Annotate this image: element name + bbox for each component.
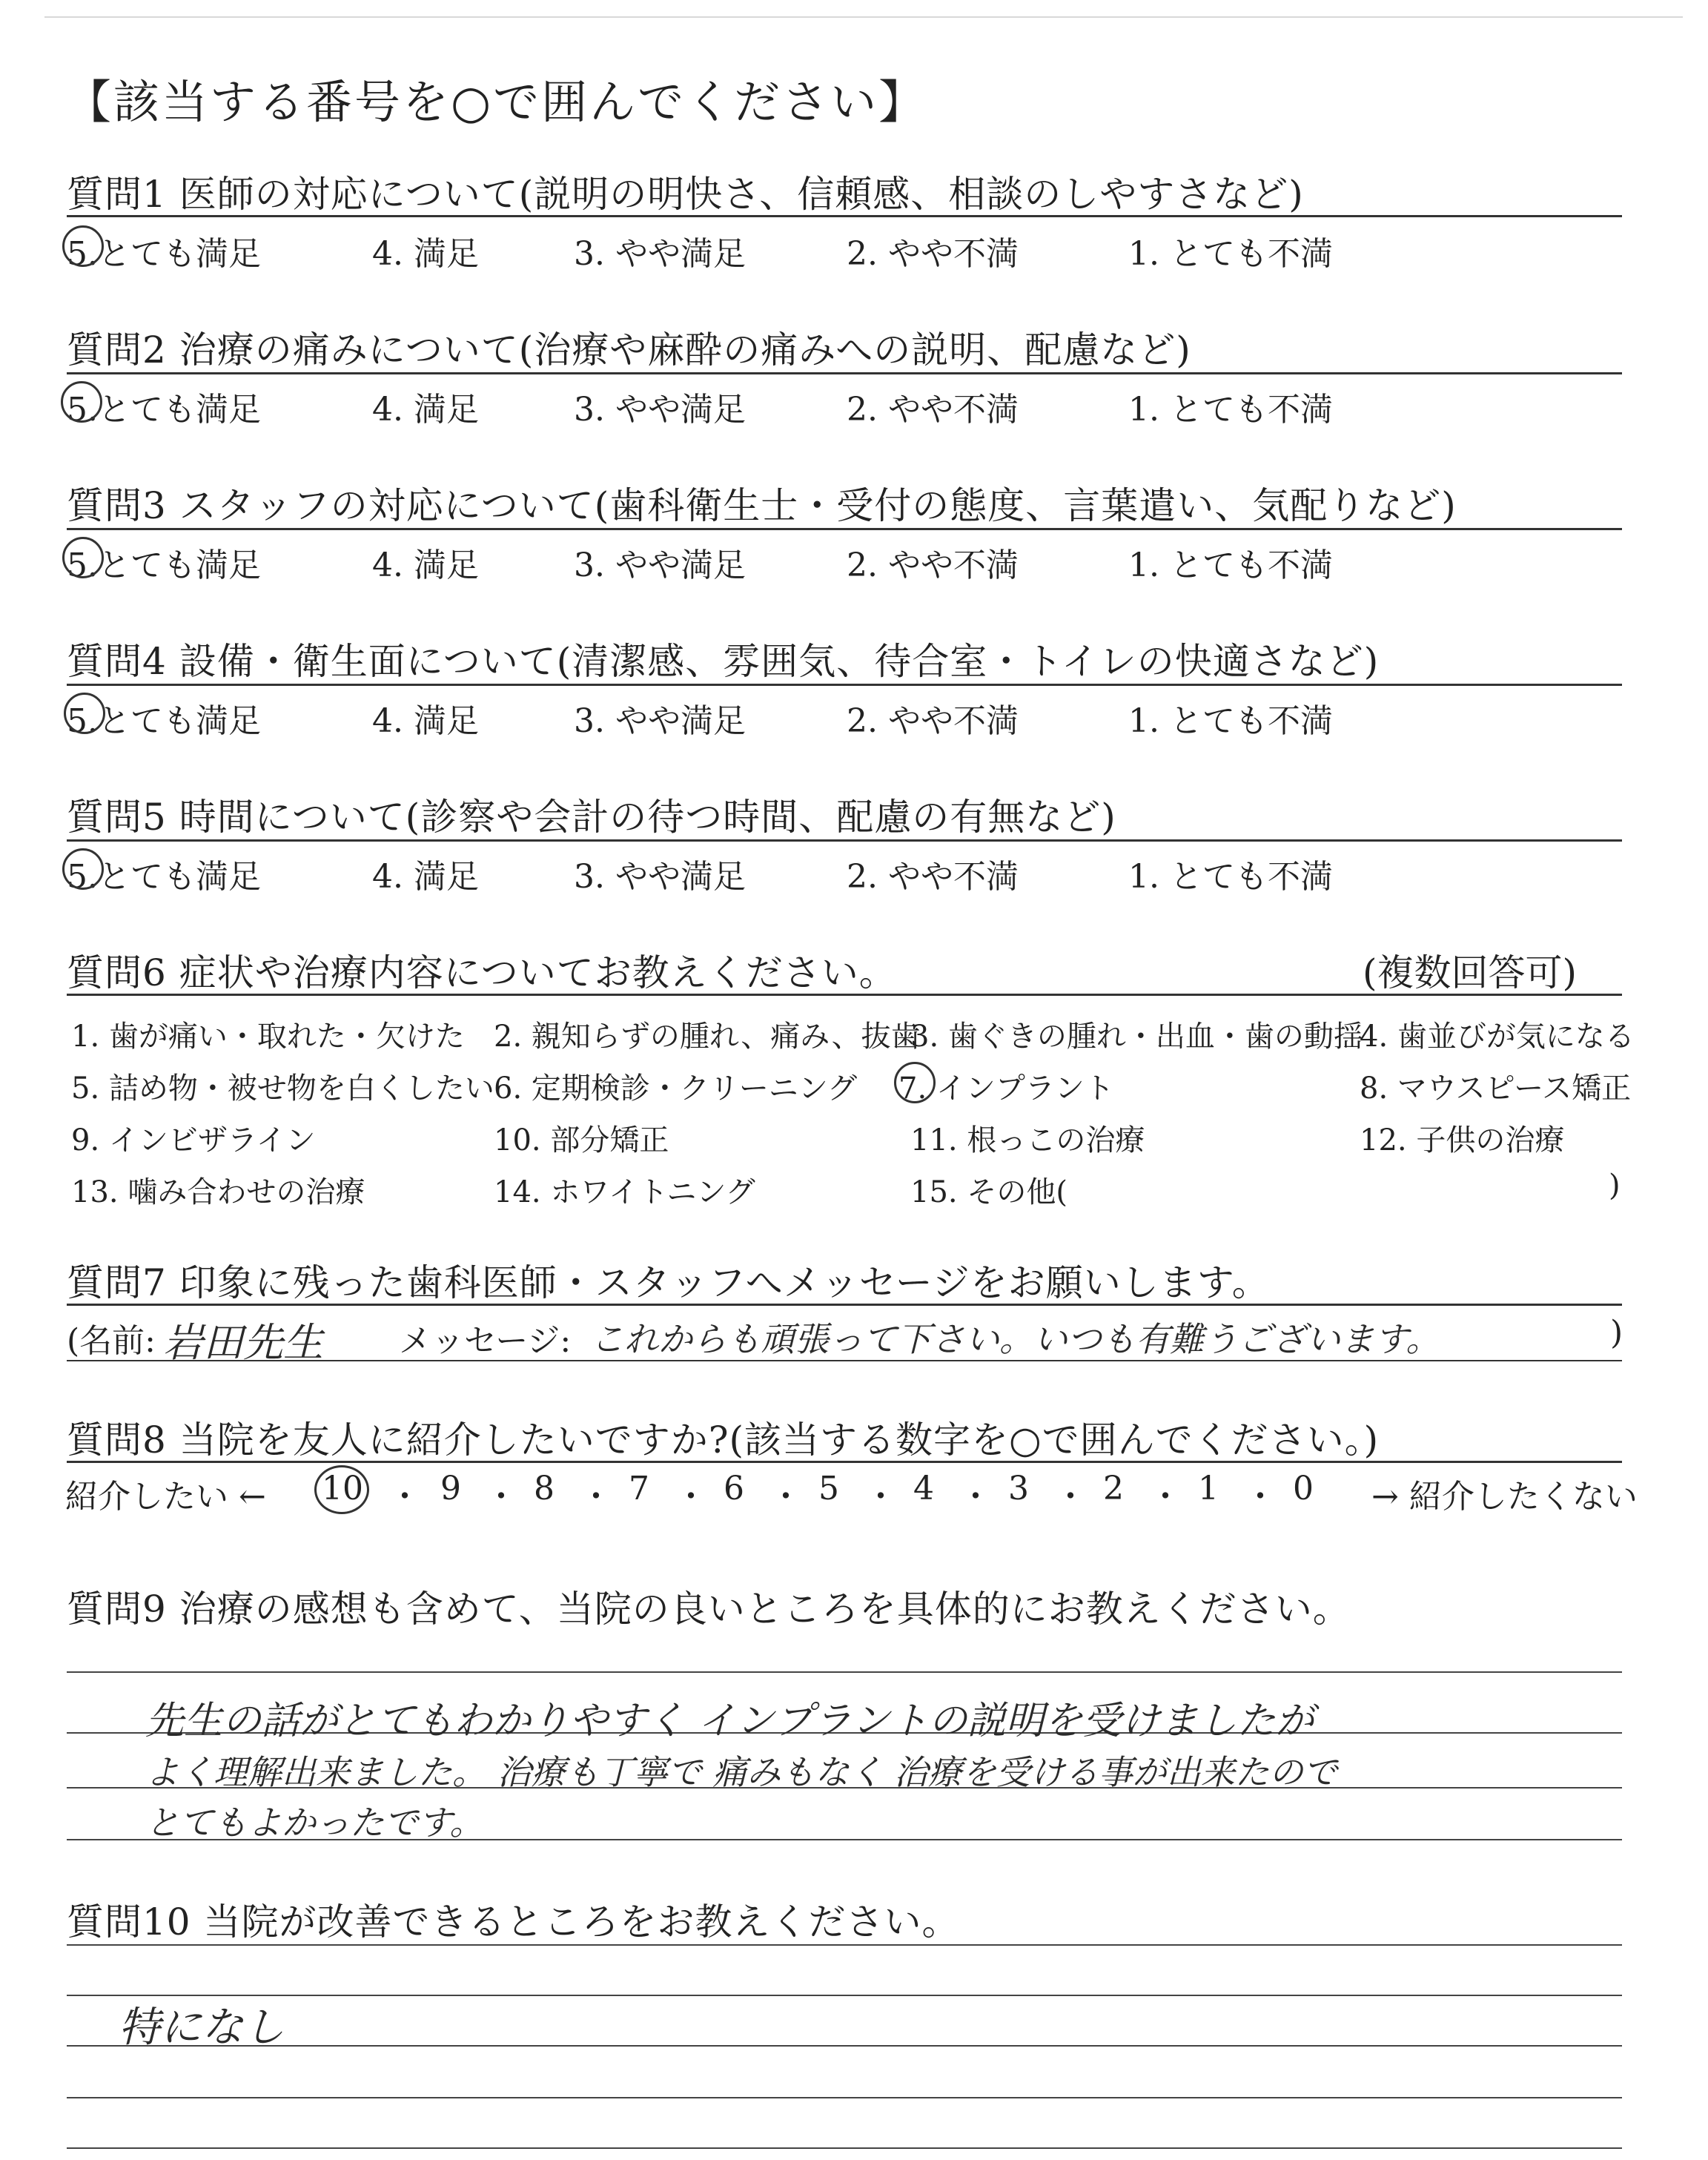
q6-option-15[interactable]: 15. その他( [910,1175,1068,1209]
q9-answer-line-3[interactable]: とてもよかったです。 [145,1803,484,1843]
q6-option-13[interactable]: 13. 噛み合わせの治療 [71,1175,365,1209]
option-2[interactable]: 2. やや不満 [847,858,1019,896]
option-2[interactable]: 2. やや不満 [847,546,1019,584]
scale-dot: ・ [1054,1478,1087,1516]
question-4-rule [67,684,1622,686]
question-8-rule [67,1461,1622,1463]
question-9-title: 質問9 治療の感想も含めて、当院の良いところを具体的にお教えください。 [67,1588,1351,1631]
message-close: ) [1610,1314,1623,1352]
option-1[interactable]: 1. とても不満 [1128,702,1333,740]
scale-dot: ・ [864,1478,897,1516]
answer-line [67,2147,1622,2149]
q6-other-close: ) [1609,1169,1621,1203]
scale-8[interactable]: 8 [534,1470,555,1507]
option-4[interactable]: 4. 満足 [372,702,479,740]
q9-answer-line-2[interactable]: よく理解出来ました。 治療も丁寧で 痛みもなく 治療を受ける事が出来たので [145,1752,1337,1792]
question-8-title: 質問8 当院を友人に紹介したいですか?(該当する数字を○で囲んでください。) [67,1418,1380,1462]
scale-2[interactable]: 2 [1103,1470,1124,1507]
option-5[interactable]: 5.とても満足 [67,235,261,273]
selected-circle [314,1465,369,1514]
q6-option-8[interactable]: 8. マウスピース矯正 [1360,1071,1632,1106]
q6-option-14[interactable]: 14. ホワイトニング [494,1175,755,1209]
scale-dot: ・ [388,1478,421,1516]
question-1-rule [67,215,1622,217]
option-5[interactable]: 5.とても満足 [67,858,261,896]
scale-9[interactable]: 9 [440,1470,461,1507]
scale-3[interactable]: 3 [1008,1470,1029,1507]
answer-line [67,1671,1622,1673]
question-4-title: 質問4 設備・衛生面について(清潔感、雰囲気、待合室・トイレの快適さなど) [67,640,1380,683]
selected-circle [62,225,104,267]
question-10-title: 質問10 当院が改善できるところをお教えください。 [67,1900,960,1943]
option-1[interactable]: 1. とても不満 [1128,235,1333,273]
q9-answer-line-1[interactable]: 先生の話がとてもわかりやすく インプラントの説明を受けましたが [145,1699,1314,1743]
question-1-title: 質問1 医師の対応について(説明の明快さ、信頼感、相談のしやすさなど) [67,173,1304,216]
question-3-title: 質問3 スタッフの対応について(歯科衛生士・受付の態度、言葉遣い、気配りなど) [67,484,1457,527]
scale-dot: ・ [485,1478,517,1516]
q6-option-11[interactable]: 11. 根っこの治療 [910,1123,1145,1157]
option-3[interactable]: 3. やや満足 [574,858,746,896]
answer-line [67,1944,1622,1946]
q6-option-4[interactable]: 4. 歯並びが気になる [1360,1020,1635,1054]
scale-right-label: → 紹介したくない [1371,1478,1638,1516]
q6-option-9[interactable]: 9. インビザライン [71,1123,316,1157]
selected-circle [61,381,102,423]
scale-4[interactable]: 4 [913,1470,934,1507]
question-6-title: 質問6 症状や治療内容についてお教えください。 [67,951,897,994]
selected-circle [62,537,104,578]
option-3[interactable]: 3. やや満足 [574,235,746,273]
question-2-title: 質問2 治療の痛みについて(治療や麻酔の痛みへの説明、配慮など) [67,328,1191,371]
scale-10[interactable]: 10 [322,1470,363,1507]
question-6-rule [67,994,1622,996]
page-title: 【該当する番号を○で囲んでください】 [65,75,927,129]
answer-line [67,1995,1622,1996]
scale-0[interactable]: 0 [1293,1470,1314,1507]
q6-option-6[interactable]: 6. 定期検診・クリーニング [494,1071,858,1106]
option-3[interactable]: 3. やや満足 [574,702,746,740]
scale-dot: ・ [1244,1478,1277,1516]
option-2[interactable]: 2. やや不満 [847,235,1019,273]
option-2[interactable]: 2. やや不満 [847,702,1019,740]
question-7-rule [67,1304,1622,1306]
recommend-scale [65,1470,1638,1517]
message-label: メッセージ: [399,1322,572,1360]
answer-line [67,2097,1622,2098]
selected-circle [894,1062,936,1103]
question-1-options [67,227,1622,271]
scale-dot: ・ [580,1478,612,1516]
q6-option-12[interactable]: 12. 子供の治療 [1360,1123,1565,1157]
scale-5[interactable]: 5 [818,1470,839,1507]
top-border [44,16,1683,18]
q6-option-5[interactable]: 5. 詰め物・被せ物を白くしたい [71,1071,494,1106]
answer-line [67,2045,1622,2047]
message-underline [67,1360,1622,1361]
option-5[interactable]: 5.とても満足 [67,391,261,429]
question-5-options [67,850,1622,894]
q6-option-10[interactable]: 10. 部分矯正 [494,1123,669,1157]
question-7-title: 質問7 印象に残った歯科医師・スタッフへメッセージをお願いします。 [67,1261,1270,1304]
question-3-rule [67,528,1622,530]
option-3[interactable]: 3. やや満足 [574,546,746,584]
question-2-options [67,383,1622,427]
scale-dot: ・ [675,1478,707,1516]
name-value[interactable]: 岩田先生 [163,1319,323,1366]
scale-left-label: 紹介したい ← [65,1478,266,1516]
selected-circle [62,848,104,890]
option-2[interactable]: 2. やや不満 [847,391,1019,429]
question-3-options [67,538,1622,583]
message-row [67,1307,1623,1366]
name-label: (名前: [67,1322,156,1360]
question-5-title: 質問5 時間について(診察や会計の待つ時間、配慮の有無など) [67,796,1116,839]
scale-1[interactable]: 1 [1198,1470,1219,1507]
option-1[interactable]: 1. とても不満 [1128,546,1333,584]
q6-option-7[interactable]: 7. インプラント [898,1071,1114,1106]
question-5-rule [67,839,1622,842]
message-value[interactable]: これからも頑張って下さい。いつも有難うございます。 [590,1319,1440,1359]
scale-dot: ・ [769,1478,802,1516]
option-5[interactable]: 5.とても満足 [67,546,261,584]
scale-dot: ・ [959,1478,992,1516]
q6-option-3[interactable]: 3. 歯ぐきの腫れ・出血・歯の動揺 [910,1020,1363,1054]
option-4[interactable]: 4. 満足 [372,391,479,429]
option-4[interactable]: 4. 満足 [372,235,479,273]
selected-circle [64,693,105,734]
option-4[interactable]: 4. 満足 [372,858,479,896]
option-1[interactable]: 1. とても不満 [1128,391,1333,429]
scale-dot: ・ [1149,1478,1182,1516]
question-6-note: (複数回答可) [1363,951,1578,994]
option-4[interactable]: 4. 満足 [372,546,479,584]
question-2-rule [67,372,1622,374]
option-3[interactable]: 3. やや満足 [574,391,746,429]
option-1[interactable]: 1. とても不満 [1128,858,1333,896]
question-4-options [67,694,1622,739]
scale-7[interactable]: 7 [629,1470,649,1507]
q10-answer-line-1[interactable]: 特になし [119,2004,285,2052]
option-5[interactable]: 5.とても満足 [67,702,261,740]
q6-option-1[interactable]: 1. 歯が痛い・取れた・欠けた [71,1020,465,1054]
q6-option-2[interactable]: 2. 親知らずの腫れ、痛み、抜歯 [494,1020,921,1054]
scale-6[interactable]: 6 [724,1470,744,1507]
